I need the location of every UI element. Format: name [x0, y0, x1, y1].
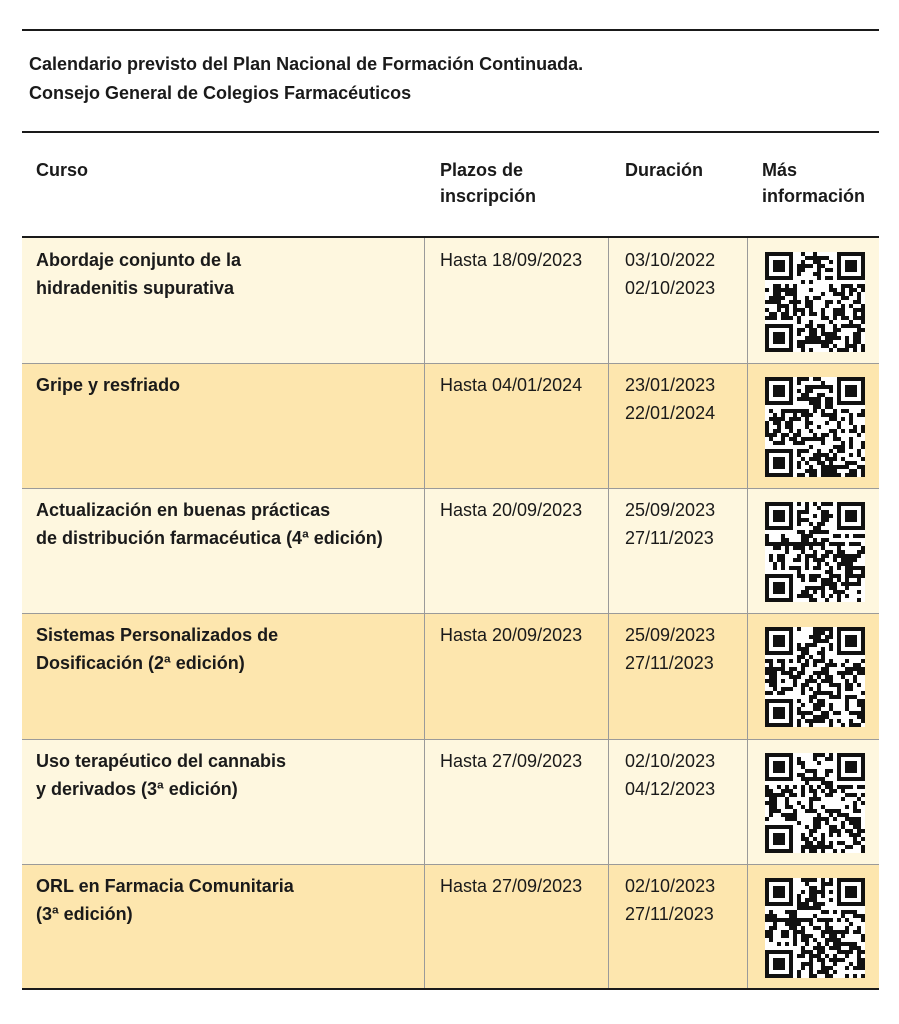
header-curso: Curso — [36, 160, 89, 180]
duration-date: 03/10/2022 — [625, 250, 716, 270]
course-duration — [625, 622, 750, 677]
top-rule — [22, 29, 879, 31]
header-info — [762, 157, 865, 209]
course-name — [36, 622, 416, 677]
header-duracion: Duración — [625, 160, 704, 180]
duration-date: 25/09/2023 — [625, 625, 716, 645]
column-divider — [424, 613, 425, 739]
course-name-line: Actualización en buenas prácticas — [36, 500, 331, 520]
caption-line-1: Calendario previsto del Plan Nacional de Formación Continuada. — [29, 54, 584, 74]
course-name-line: Gripe y resfriado — [36, 375, 181, 395]
row-divider — [22, 613, 879, 614]
header-plazos-line-1: Plazos de — [440, 160, 524, 180]
duration-date: 02/10/2023 — [625, 751, 716, 771]
course-duration — [625, 748, 750, 803]
duration-date: 27/11/2023 — [625, 527, 714, 548]
duration-date: 25/09/2023 — [625, 500, 716, 520]
course-duration — [625, 497, 750, 552]
course-duration — [625, 247, 750, 302]
duration-date: 02/10/2023 — [625, 876, 716, 896]
header-plazos — [440, 157, 536, 209]
column-divider — [424, 363, 425, 488]
qr-code-icon[interactable] — [765, 627, 865, 727]
caption-rule — [22, 131, 879, 133]
qr-code-icon[interactable] — [765, 252, 865, 352]
row-divider — [22, 363, 879, 364]
header-info-line-2: información — [762, 186, 866, 206]
table-caption — [29, 50, 583, 108]
table-row — [22, 363, 879, 488]
qr-code-icon[interactable] — [765, 878, 865, 978]
column-divider — [424, 864, 425, 988]
course-name — [36, 497, 416, 552]
column-divider — [424, 238, 425, 363]
column-divider — [424, 739, 425, 864]
qr-code-icon[interactable] — [765, 502, 865, 602]
course-name — [36, 873, 416, 928]
registration-deadline: Hasta 20/09/2023 — [440, 500, 583, 520]
duration-date: 02/10/2023 — [625, 277, 716, 298]
course-duration — [625, 873, 750, 928]
row-divider — [22, 739, 879, 740]
course-name — [36, 372, 416, 400]
course-name-line: Dosificación (2ª edición) — [36, 652, 245, 673]
header-info-line-1: Más — [762, 160, 798, 180]
table-row — [22, 488, 879, 613]
header-plazos-line-2: inscripción — [440, 186, 537, 206]
registration-deadline: Hasta 18/09/2023 — [440, 250, 583, 270]
course-name-line: Sistemas Personalizados de — [36, 625, 279, 645]
registration-deadline: Hasta 04/01/2024 — [440, 375, 583, 395]
course-name-line: hidradenitis supurativa — [36, 277, 235, 298]
registration-deadline: Hasta 27/09/2023 — [440, 876, 583, 896]
course-name — [36, 247, 416, 302]
course-name-line: (3ª edición) — [36, 903, 133, 924]
course-name — [36, 748, 416, 803]
course-name-line: y derivados (3ª edición) — [36, 778, 238, 799]
course-name-line: Uso terapéutico del cannabis — [36, 751, 287, 771]
registration-deadline: Hasta 20/09/2023 — [440, 625, 583, 645]
duration-date: 27/11/2023 — [625, 652, 714, 673]
table-row — [22, 739, 879, 864]
duration-date: 22/01/2024 — [625, 402, 716, 423]
duration-date: 27/11/2023 — [625, 903, 714, 924]
row-divider — [22, 488, 879, 489]
duration-date: 23/01/2023 — [625, 375, 716, 395]
column-divider — [424, 488, 425, 613]
table-row — [22, 864, 879, 988]
qr-code-icon[interactable] — [765, 753, 865, 853]
course-duration — [625, 372, 750, 427]
table-row — [22, 238, 879, 363]
course-name-line: Abordaje conjunto de la — [36, 250, 242, 270]
qr-code-icon[interactable] — [765, 377, 865, 477]
row-divider — [22, 864, 879, 865]
registration-deadline: Hasta 27/09/2023 — [440, 751, 583, 771]
course-name-line: de distribución farmacéutica (4ª edición) — [36, 527, 383, 548]
caption-line-2: Consejo General de Colegios Farmacéuticos — [29, 83, 412, 103]
duration-date: 04/12/2023 — [625, 778, 716, 799]
course-name-line: ORL en Farmacia Comunitaria — [36, 876, 294, 896]
table-row — [22, 613, 879, 739]
bottom-rule — [22, 988, 879, 990]
